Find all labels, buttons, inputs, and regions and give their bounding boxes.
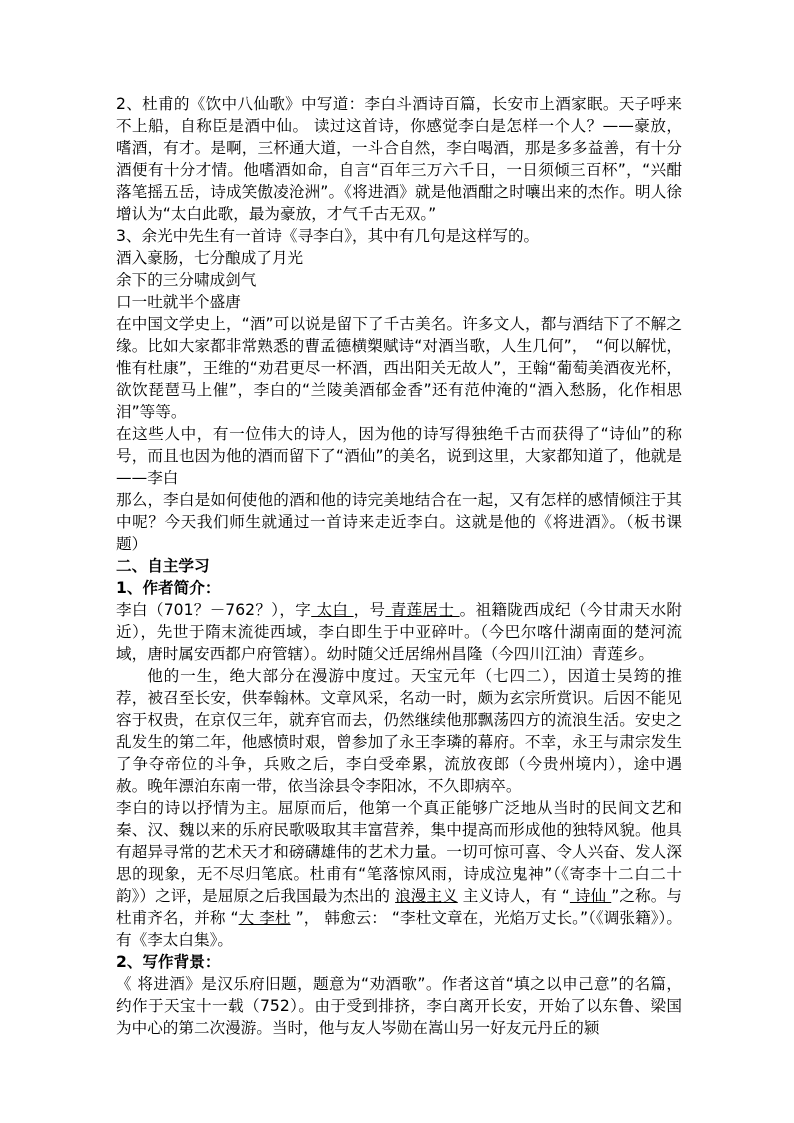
text-run: 那么，李白是如何使他的酒和他的诗完美地结合在一起，又有怎样的感情倾注于其中呢？今天我们师生就通过一首诗来走近李白。这就是他的《将进酒》。（板书课题） <box>116 491 682 553</box>
text-run: 2、杜甫的《饮中八仙歌》中写道：李白斗酒诗百篇，长安市上酒家眠。天子呼来不上船，自称臣是酒中仙。 读过这首诗，你感觉李白是怎样一个人？——豪放，嗜酒，有才。是啊，三杯通大道，一斗合自然，李白喝酒，那是多多益善，有十分酒便有十分才情。他嗜酒如命，自言“百年三万六千日，一日须倾三百杯”，“兴酣落笔摇五岳，诗成笑傲凌沧洲”。《将进酒》就是他酒酣之时嚷出来的杰作。明人徐增认为“太白此歌，最为豪放，才气千古无双。” <box>116 95 682 223</box>
paragraph <box>116 489 682 555</box>
paragraph <box>116 313 682 423</box>
section-heading <box>116 577 682 599</box>
section-heading <box>116 951 682 973</box>
text-run: 口一吐就半个盛唐 <box>116 293 241 311</box>
text-run: 李白（701？－762？），字 <box>116 601 312 619</box>
underlined-answer: 浪漫主义 <box>395 887 458 905</box>
paragraph <box>116 93 682 225</box>
underlined-answer: 太白 <box>311 601 354 619</box>
paragraph <box>116 247 682 269</box>
text-run: 李白的诗以抒情为主。屈原而后，他第一个真正能够广泛地从当时的民间文艺和秦、汉、魏以来的乐府民歌吸取其丰富营养，集中提高而形成他的独特风貌。他具有超异寻常的艺术天才和磅礴雄伟的艺术力量。一切可惊可喜、令人兴奋、发人深思的现象，无不尽归笔底。杜甫有“笔落惊风雨，诗成泣鬼神”（《寄李十二白二十韵》）之评，是屈原之后我国最为杰出的 <box>116 799 682 905</box>
paragraph <box>116 797 682 951</box>
text-run: 1、作者简介： <box>116 579 221 597</box>
underlined-answer: 诗仙 <box>569 887 612 905</box>
text-run: 二、自主学习 <box>116 557 210 575</box>
document-page <box>116 93 682 1039</box>
paragraph <box>116 423 682 489</box>
underlined-answer: 青莲居士 <box>385 601 460 619</box>
text-run: 3、余光中先生有一首诗《寻李白》，其中有几句是这样写的。 <box>116 227 540 245</box>
text-run: 余下的三分啸成剑气 <box>116 271 257 289</box>
text-run: 主义诗人，有 “ <box>457 887 570 905</box>
underlined-answer: 大 李杜 <box>238 909 291 927</box>
text-run: 他的一生，绝大部分在漫游中度过。天宝元年（七四二），因道士吴筠的推荐，被召至长安，供奉翰林。文章风采，名动一时，颇为玄宗所赏识。后因不能见容于权贵，在京仅三年，就弃官而去，仍然继续他那飘荡四方的流浪生活。安史之乱发生的第二年，他感愤时艰，曾参加了永王李璘的幕府。不幸，永王与肃宗发生了争夺帝位的斗争，兵败之后，李白受牵累，流放夜郎（今贵州境内），途中遇赦。晚年漂泊东南一带，依当涂县令李阳冰，不久即病卒。 <box>116 667 682 795</box>
section-heading <box>116 555 682 577</box>
paragraph <box>116 225 682 247</box>
text-run: ”， 韩愈云： “李杜文章在，光焰万丈长。”（《调张籍》）。有《李太白集》。 <box>116 909 682 949</box>
text-run: 在中国文学史上，“酒”可以说是留下了千古美名。许多文人，都与酒结下了不解之缘。比如大家都非常熟悉的曹孟德横槊赋诗“对酒当歌，人生几何”， “何以解忧，惟有杜康”，王维的“劝君更尽一杯酒，西出阳关无故人”，王翰“葡萄美酒夜光杯，欲饮琵琶马上催”，李白的“兰陵美酒郁金香”还有范仲淹的“酒入愁肠，化作相思泪”等等。 <box>116 315 682 421</box>
paragraph <box>116 291 682 313</box>
paragraph <box>116 269 682 291</box>
text-run: 。祖籍陇西成纪（今甘肃天水附近），先世于隋末流徙西域，李白即生于中亚碎叶。（今巴尔喀什湖南面的楚河流域，唐时属安西都户府管辖）。幼时随父迁居绵州昌隆（今四川江油）青莲乡。 <box>116 601 682 663</box>
text-run: 2、写作背景： <box>116 953 221 971</box>
paragraph <box>116 665 682 797</box>
paragraph <box>116 973 682 1039</box>
text-run: 《 将进酒》是汉乐府旧题，题意为“劝酒歌”。作者这首“填之以申己意”的名篇，约作于天宝十一载（752）。由于受到排挤，李白离开长安，开始了以东鲁、梁国为中心的第二次漫游。当时，他与友人岑勋在嵩山另一好友元丹丘的颍 <box>116 975 682 1037</box>
paragraph <box>116 599 682 665</box>
text-run: ”之称。与杜甫齐名，并称 “ <box>116 887 682 927</box>
text-run: 在这些人中，有一位伟大的诗人，因为他的诗写得独绝千古而获得了“诗仙”的称号，而且也因为他的酒而留下了“酒仙”的美名，说到这里，大家都知道了，他就是——李白 <box>116 425 682 487</box>
text-run: 酒入豪肠，七分酿成了月光 <box>116 249 304 267</box>
text-run: ，号 <box>353 601 386 619</box>
